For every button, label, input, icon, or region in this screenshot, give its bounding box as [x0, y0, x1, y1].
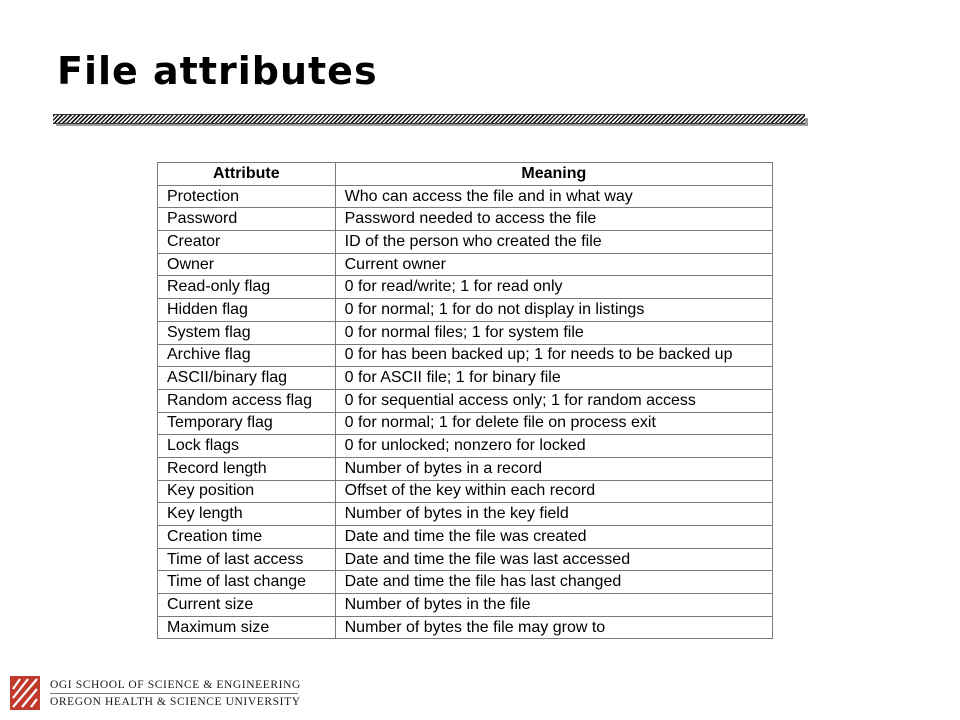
table-row: [158, 435, 773, 458]
meaning-cell: 0 for normal; 1 for do not display in listings: [335, 299, 772, 322]
table-row: [158, 299, 773, 322]
header-attribute: Attribute: [158, 163, 336, 186]
meaning-cell: Date and time the file was created: [335, 526, 772, 549]
meaning-cell: 0 for unlocked; nonzero for locked: [335, 435, 772, 458]
table-row: [158, 185, 773, 208]
attribute-cell: Lock flags: [158, 435, 336, 458]
slide-title: File attributes: [57, 49, 378, 93]
ogi-logo: [10, 676, 310, 710]
meaning-cell: Date and time the file has last changed: [335, 571, 772, 594]
table-row: [158, 548, 773, 571]
attribute-cell: ASCII/binary flag: [158, 367, 336, 390]
logo-divider: [50, 693, 298, 694]
table-row: [158, 321, 773, 344]
attribute-table: [157, 162, 773, 639]
meaning-cell: Number of bytes the file may grow to: [335, 616, 772, 639]
attribute-cell: Maximum size: [158, 616, 336, 639]
table-row: [158, 276, 773, 299]
table-row: [158, 412, 773, 435]
meaning-cell: Number of bytes in the key field: [335, 503, 772, 526]
attribute-cell: Time of last change: [158, 571, 336, 594]
attribute-cell: Hidden flag: [158, 299, 336, 322]
header-meaning: Meaning: [335, 163, 772, 186]
meaning-cell: 0 for has been backed up; 1 for needs to be backed up: [335, 344, 772, 367]
table-header-row: [158, 163, 773, 186]
attribute-cell: Key length: [158, 503, 336, 526]
table-row: [158, 571, 773, 594]
attribute-cell: Time of last access: [158, 548, 336, 571]
meaning-cell: Number of bytes in a record: [335, 457, 772, 480]
attribute-cell: Creator: [158, 231, 336, 254]
attribute-cell: Archive flag: [158, 344, 336, 367]
attribute-cell: Random access flag: [158, 389, 336, 412]
attribute-cell: Record length: [158, 457, 336, 480]
meaning-cell: Number of bytes in the file: [335, 594, 772, 617]
meaning-cell: Offset of the key within each record: [335, 480, 772, 503]
meaning-cell: 0 for normal files; 1 for system file: [335, 321, 772, 344]
meaning-cell: Password needed to access the file: [335, 208, 772, 231]
table-row: [158, 344, 773, 367]
meaning-cell: 0 for read/write; 1 for read only: [335, 276, 772, 299]
meaning-cell: Who can access the file and in what way: [335, 185, 772, 208]
title-rule: [53, 114, 805, 124]
table-row: [158, 616, 773, 639]
table-row: [158, 457, 773, 480]
attribute-cell: Current size: [158, 594, 336, 617]
attribute-cell: Owner: [158, 253, 336, 276]
logo-line-school: OGI SCHOOL OF SCIENCE & ENGINEERING: [50, 679, 301, 691]
meaning-cell: Current owner: [335, 253, 772, 276]
table-row: [158, 253, 773, 276]
attribute-cell: Password: [158, 208, 336, 231]
attribute-cell: Key position: [158, 480, 336, 503]
attribute-cell: Temporary flag: [158, 412, 336, 435]
attribute-cell: System flag: [158, 321, 336, 344]
meaning-cell: Date and time the file was last accessed: [335, 548, 772, 571]
table-row: [158, 480, 773, 503]
table-body: [158, 185, 773, 639]
logo-line-university: OREGON HEALTH & SCIENCE UNIVERSITY: [50, 696, 301, 708]
meaning-cell: 0 for sequential access only; 1 for random access: [335, 389, 772, 412]
attribute-cell: Protection: [158, 185, 336, 208]
meaning-cell: 0 for ASCII file; 1 for binary file: [335, 367, 772, 390]
table-row: [158, 231, 773, 254]
table-row: [158, 594, 773, 617]
meaning-cell: 0 for normal; 1 for delete file on process exit: [335, 412, 772, 435]
table-row: [158, 503, 773, 526]
ogi-logo-mark-icon: [10, 676, 40, 710]
table-row: [158, 526, 773, 549]
table-row: [158, 208, 773, 231]
meaning-cell: ID of the person who created the file: [335, 231, 772, 254]
table-row: [158, 367, 773, 390]
table-row: [158, 389, 773, 412]
attribute-cell: Creation time: [158, 526, 336, 549]
attribute-cell: Read-only flag: [158, 276, 336, 299]
